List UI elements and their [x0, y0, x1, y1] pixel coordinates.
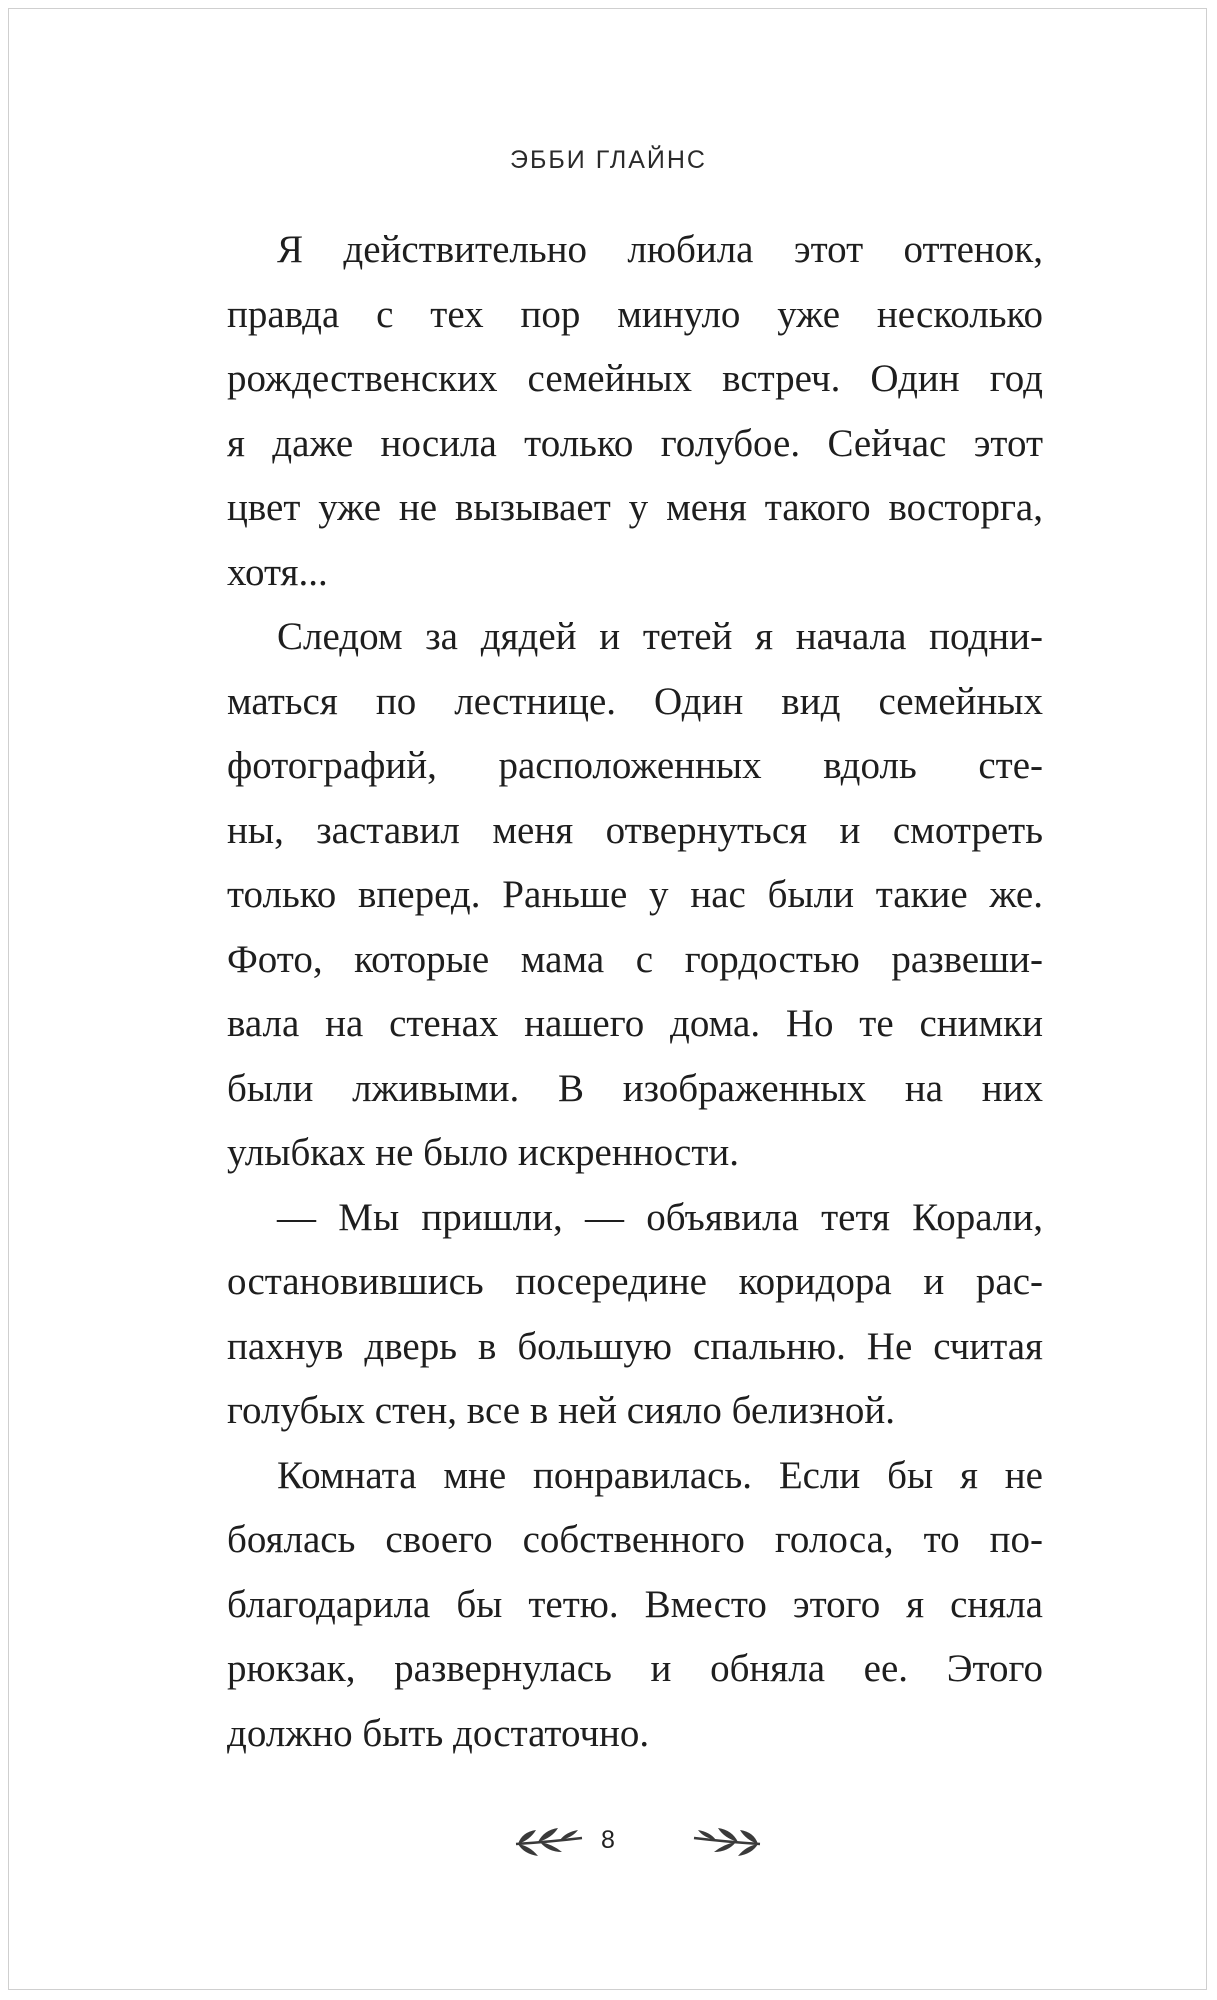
body-text [227, 218, 1043, 1766]
text-line: Я действительно любила этот оттенок, [277, 228, 1043, 271]
running-header: ЭББИ ГЛАЙНС [510, 146, 707, 174]
text-line: только вперед. Раньше у нас были такие же. [227, 873, 1043, 916]
paragraph [227, 1186, 1043, 1444]
text-line: маться по лестнице. Один вид семейных [227, 679, 1043, 723]
page-number: 8 [601, 1826, 615, 1854]
text-line: рюкзак, развернулась и обняла ее. Этого [227, 1647, 1043, 1690]
text-line: должно быть достаточно. [227, 1711, 650, 1755]
text-line: улыбках не было искренности. [227, 1131, 740, 1174]
text-line: были лживыми. В изображенных на них [227, 1066, 1043, 1110]
text-line: остановившись посередине коридора и рас- [227, 1260, 1043, 1303]
paragraph [227, 1444, 1043, 1767]
text-line: Следом за дядей и тетей я начала подни- [277, 615, 1043, 658]
text-line: пахнув дверь в большую спальню. Не считая [227, 1324, 1043, 1368]
page-footer [0, 1814, 1217, 1870]
text-line: — Мы пришли, — объявила тетя Корали, [277, 1195, 1043, 1239]
text-line: боялась своего собственного голоса, то по- [227, 1518, 1043, 1561]
text-line: Комната мне понравилась. Если бы я не [277, 1453, 1043, 1497]
text-line: Фото, которые мама с гордостью развеши- [227, 937, 1043, 981]
paragraph [227, 605, 1043, 1186]
text-line: правда с тех пор минуло уже несколько [227, 292, 1043, 336]
text-line: голубых стен, все в ней сияло белизной. [227, 1389, 895, 1432]
leaf-branch-icon [512, 1814, 584, 1870]
leaf-branch-icon [692, 1814, 764, 1870]
paragraph [227, 218, 1043, 605]
text-line: хотя... [227, 550, 328, 594]
text-line: рождественских семейных встреч. Один год [227, 357, 1043, 400]
text-line: я даже носила только голубое. Сейчас этот [227, 421, 1043, 465]
text-line: ны, заставил меня отвернуться и смотреть [227, 808, 1043, 852]
text-line: фотографий, расположенных вдоль сте- [227, 744, 1043, 787]
text-line: вала на стенах нашего дома. Но те снимки [227, 1002, 1043, 1045]
text-line: благодарила бы тетю. Вместо этого я сняла [227, 1582, 1043, 1626]
text-line: цвет уже не вызывает у меня такого восторга, [227, 486, 1043, 529]
